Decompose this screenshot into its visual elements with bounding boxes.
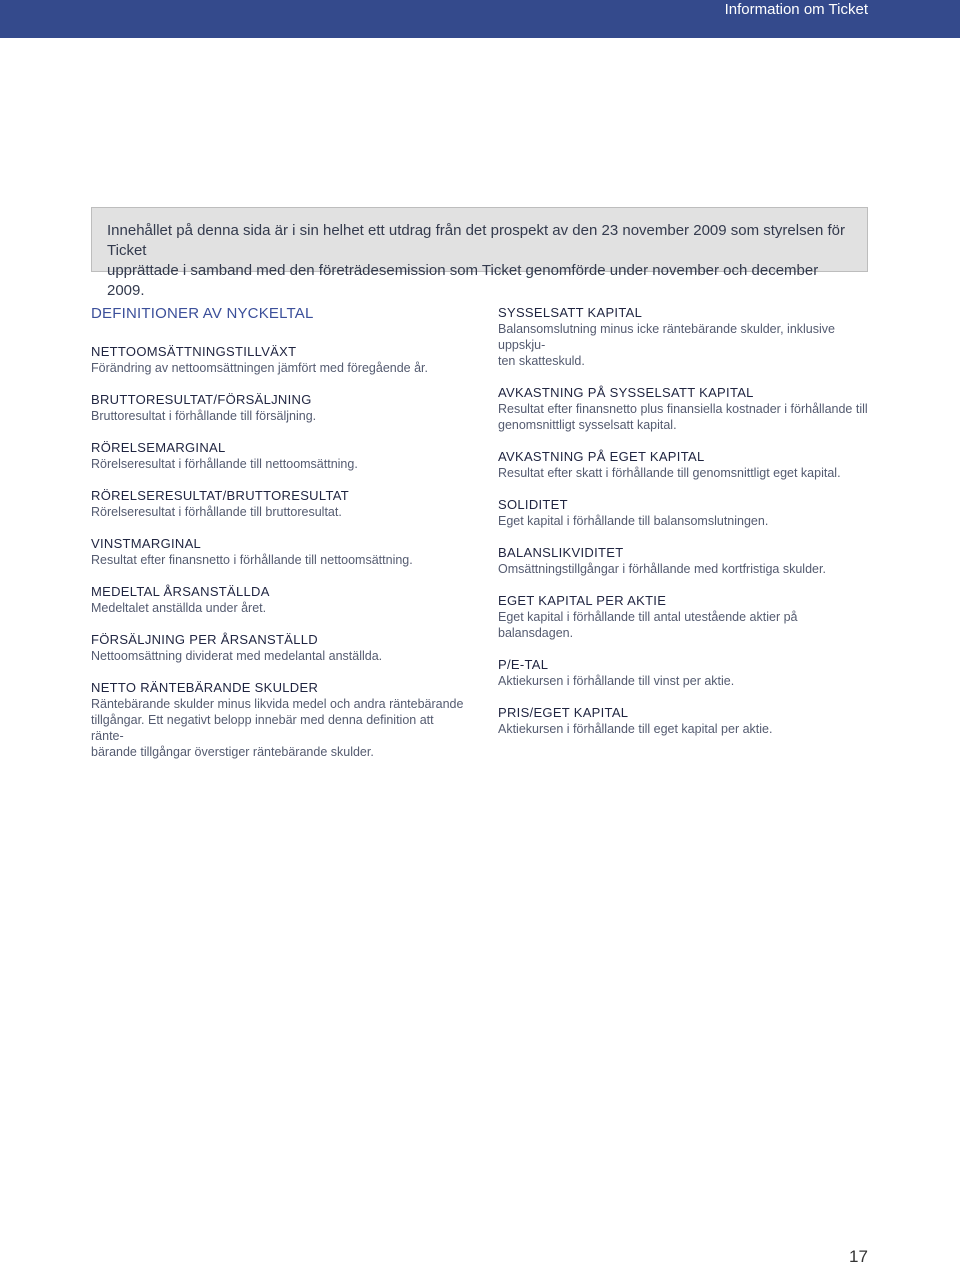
definition-item — [91, 679, 466, 760]
definition-term: EGET KAPITAL PER AKTIE — [498, 593, 667, 608]
definition-term: SYSSELSATT KAPITAL — [498, 305, 643, 320]
definition-term: BALANSLIKVIDITET — [498, 545, 624, 560]
definition-item — [498, 656, 868, 689]
definition-description: ten skatteskuld. — [498, 354, 585, 368]
intro-text-line-2: upprättade i samband med den företrädesemission som Ticket genomförde under november och december 2009. — [107, 262, 819, 299]
definition-description: Medeltalet anställda under året. — [91, 601, 267, 615]
definition-item — [91, 631, 466, 664]
right-column — [498, 304, 868, 737]
definition-item — [498, 592, 868, 641]
header-bar — [0, 0, 960, 38]
definition-term: P/E-TAL — [498, 657, 549, 672]
definition-item — [498, 704, 868, 737]
definition-term: NETTO RÄNTEBÄRANDE SKULDER — [91, 680, 319, 695]
definition-term: FÖRSÄLJNING PER ÅRSANSTÄLLD — [91, 632, 318, 647]
right-definitions-list — [498, 304, 868, 737]
definition-description: Bruttoresultat i förhållande till försäljning. — [91, 409, 317, 423]
definition-description: Balansomslutning minus icke räntebärande skulder, inklusive uppskju- — [498, 322, 835, 352]
definition-description: Aktiekursen i förhållande till vinst per aktie. — [498, 674, 735, 688]
definition-description: bärande tillgångar överstiger räntebärande skulder. — [91, 745, 374, 759]
definition-term: MEDELTAL ÅRSANSTÄLLDA — [91, 584, 270, 599]
definition-item — [498, 496, 868, 529]
section-title: DEFINITIONER AV NYCKELTAL — [91, 305, 314, 322]
definition-term: NETTOOMSÄTTNINGSTILLVÄXT — [91, 344, 297, 359]
definition-description: Eget kapital i förhållande till antal utestående aktier på balansdagen. — [498, 610, 798, 640]
definition-description: Nettoomsättning dividerat med medelantal anställda. — [91, 649, 383, 663]
definition-term: AVKASTNING PÅ SYSSELSATT KAPITAL — [498, 385, 754, 400]
definition-item — [498, 304, 868, 369]
definition-term: PRIS/EGET KAPITAL — [498, 705, 629, 720]
definition-item — [91, 343, 466, 376]
definition-description: Räntebärande skulder minus likvida medel och andra räntebärande — [91, 697, 464, 711]
page-number: 17 — [849, 1247, 868, 1266]
intro-box — [91, 207, 868, 299]
definition-description: Aktiekursen i förhållande till eget kapital per aktie. — [498, 722, 773, 736]
definition-description: Resultat efter skatt i förhållande till genomsnittligt eget kapital. — [498, 466, 841, 480]
definition-item — [91, 583, 466, 616]
definition-description: Resultat efter finansnetto i förhållande till nettoomsättning. — [91, 553, 413, 567]
left-definitions-list — [91, 343, 466, 760]
definition-description: Förändring av nettoomsättningen jämfört med föregående år. — [91, 361, 429, 375]
definition-description: genomsnittligt sysselsatt kapital. — [498, 418, 677, 432]
definition-item — [498, 448, 868, 481]
definition-term: BRUTTORESULTAT/FÖRSÄLJNING — [91, 392, 312, 407]
definition-description: Rörelseresultat i förhållande till bruttoresultat. — [91, 505, 342, 519]
definition-item — [91, 391, 466, 424]
definition-term: VINSTMARGINAL — [91, 536, 202, 551]
intro-text-line-1: Innehållet på denna sida är i sin helhet ett utdrag från det prospekt av den 23 november 2009 som styrelsen för Ticket — [107, 222, 845, 259]
definition-item — [91, 535, 466, 568]
definition-item — [498, 384, 868, 433]
definition-item — [91, 439, 466, 472]
definition-item — [498, 544, 868, 577]
definition-item — [91, 487, 466, 520]
definition-term: AVKASTNING PÅ EGET KAPITAL — [498, 449, 705, 464]
definition-description: tillgångar. Ett negativt belopp innebär med denna definition att ränte- — [91, 713, 434, 743]
left-column — [91, 304, 466, 760]
definition-term: SOLIDITET — [498, 497, 568, 512]
definition-term: RÖRELSERESULTAT/BRUTTORESULTAT — [91, 488, 349, 503]
definition-description: Omsättningstillgångar i förhållande med kortfristiga skulder. — [498, 562, 826, 576]
definition-description: Eget kapital i förhållande till balansomslutningen. — [498, 514, 769, 528]
definition-description: Rörelseresultat i förhållande till nettoomsättning. — [91, 457, 358, 471]
definition-description: Resultat efter finansnetto plus finansiella kostnader i förhållande till — [498, 402, 868, 416]
definition-term: RÖRELSEMARGINAL — [91, 440, 226, 455]
header-title: Information om Ticket — [724, 1, 868, 18]
